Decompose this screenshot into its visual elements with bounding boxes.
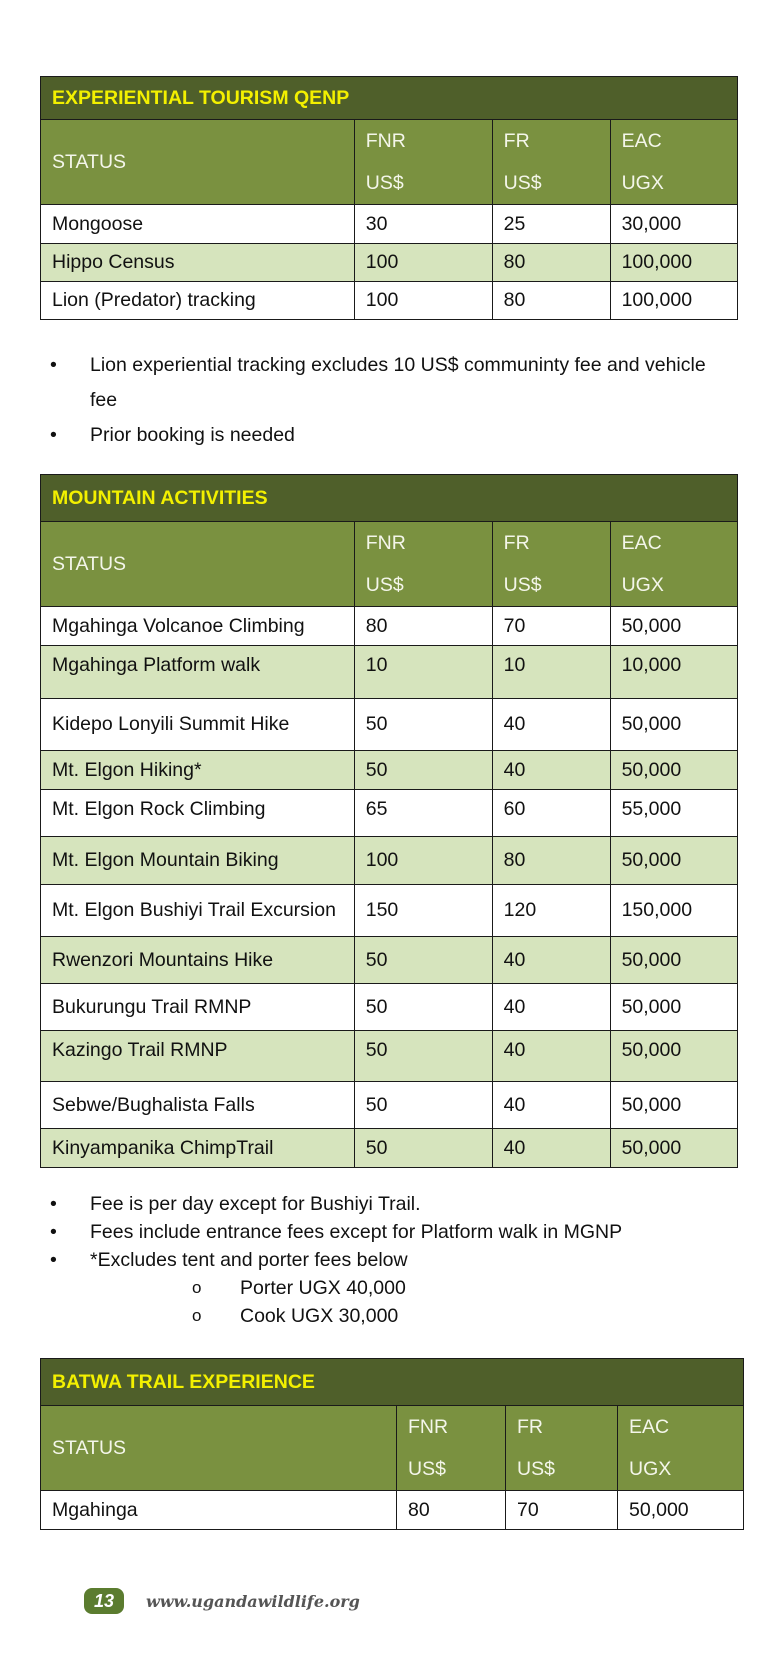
column-header-status: STATUS xyxy=(41,1406,397,1491)
experiential-tourism-table xyxy=(40,76,738,320)
cell-fr: 25 xyxy=(492,205,610,244)
cell-activity: Mgahinga xyxy=(41,1491,397,1530)
column-header-fnr: FNR US$ xyxy=(397,1406,506,1491)
cell-fr: 40 xyxy=(492,937,610,984)
cell-eac: 50,000 xyxy=(610,699,737,751)
column-header-fr: FR US$ xyxy=(506,1406,618,1491)
cell-fr: 80 xyxy=(492,282,610,320)
batwa-trail-section xyxy=(40,1358,743,1530)
cell-eac: 50,000 xyxy=(618,1491,744,1530)
experiential-notes xyxy=(46,348,736,453)
cell-fnr: 50 xyxy=(354,751,492,790)
table-row xyxy=(41,646,738,699)
footer-website: www.ugandawildlife.org xyxy=(146,1591,360,1611)
column-header-fr: FR US$ xyxy=(492,120,610,205)
column-header-status: STATUS xyxy=(41,120,355,205)
batwa-trail-table xyxy=(40,1358,744,1530)
cell-fr: 40 xyxy=(492,1031,610,1082)
note-item: • Lion experiential tracking excludes 10 US$ communinty fee and vehicle fee xyxy=(46,348,736,418)
cell-eac: 100,000 xyxy=(610,282,737,320)
note-item: • Fee is per day except for Bushiyi Trail. xyxy=(46,1190,736,1218)
cell-eac: 50,000 xyxy=(610,607,737,646)
table-row xyxy=(41,837,738,885)
table-title: EXPERIENTIAL TOURISM QENP xyxy=(41,77,738,120)
cell-fnr: 80 xyxy=(397,1491,506,1530)
cell-fr: 70 xyxy=(492,607,610,646)
cell-fnr: 50 xyxy=(354,1129,492,1168)
note-item: • Fees include entrance fees except for Platform walk in MGNP xyxy=(46,1218,736,1246)
table-row xyxy=(41,282,738,320)
cell-activity: Kinyampanika ChimpTrail xyxy=(41,1129,355,1168)
column-header-fr: FR US$ xyxy=(492,522,610,607)
cell-activity: Mt. Elgon Bushiyi Trail Excursion xyxy=(41,885,355,937)
column-header-status: STATUS xyxy=(41,522,355,607)
table-row xyxy=(41,1491,744,1530)
mountain-notes xyxy=(46,1190,736,1274)
cell-fnr: 50 xyxy=(354,1031,492,1082)
cell-activity: Kidepo Lonyili Summit Hike xyxy=(41,699,355,751)
cell-activity: Mt. Elgon Rock Climbing xyxy=(41,790,355,837)
cell-fnr: 30 xyxy=(354,205,492,244)
cell-eac: 50,000 xyxy=(610,837,737,885)
cell-activity: Rwenzori Mountains Hike xyxy=(41,937,355,984)
cell-fnr: 100 xyxy=(354,837,492,885)
subnote-item: o Cook UGX 30,000 xyxy=(188,1302,406,1330)
subnote-item: o Porter UGX 40,000 xyxy=(188,1274,406,1302)
page-footer xyxy=(84,1588,360,1614)
cell-fnr: 80 xyxy=(354,607,492,646)
cell-fr: 40 xyxy=(492,1129,610,1168)
cell-eac: 50,000 xyxy=(610,984,737,1031)
table-row xyxy=(41,790,738,837)
cell-activity: Bukurungu Trail RMNP xyxy=(41,984,355,1031)
cell-activity: Kazingo Trail RMNP xyxy=(41,1031,355,1082)
column-header-eac: EAC UGX xyxy=(610,120,737,205)
column-header-fnr: FNR US$ xyxy=(354,120,492,205)
table-title: BATWA TRAIL EXPERIENCE xyxy=(41,1359,744,1406)
cell-eac: 50,000 xyxy=(610,1129,737,1168)
cell-fnr: 50 xyxy=(354,1082,492,1129)
cell-activity: Mt. Elgon Mountain Biking xyxy=(41,837,355,885)
cell-eac: 30,000 xyxy=(610,205,737,244)
table-row xyxy=(41,244,738,282)
table-row xyxy=(41,1031,738,1082)
cell-activity: Sebwe/Bughalista Falls xyxy=(41,1082,355,1129)
column-header-eac: EAC UGX xyxy=(610,522,737,607)
cell-eac: 50,000 xyxy=(610,1031,737,1082)
cell-eac: 50,000 xyxy=(610,1082,737,1129)
cell-fnr: 100 xyxy=(354,244,492,282)
cell-fnr: 50 xyxy=(354,937,492,984)
cell-eac: 100,000 xyxy=(610,244,737,282)
cell-fr: 120 xyxy=(492,885,610,937)
cell-activity: Mgahinga Platform walk xyxy=(41,646,355,699)
cell-fr: 80 xyxy=(492,837,610,885)
cell-eac: 10,000 xyxy=(610,646,737,699)
table-title: MOUNTAIN ACTIVITIES xyxy=(41,475,738,522)
page-number: 13 xyxy=(84,1588,124,1614)
cell-activity: Mgahinga Volcanoe Climbing xyxy=(41,607,355,646)
cell-fnr: 100 xyxy=(354,282,492,320)
cell-fnr: 65 xyxy=(354,790,492,837)
table-row xyxy=(41,699,738,751)
table-row xyxy=(41,885,738,937)
table-row xyxy=(41,751,738,790)
cell-fr: 80 xyxy=(492,244,610,282)
cell-activity: Mt. Elgon Hiking* xyxy=(41,751,355,790)
mountain-activities-section xyxy=(40,474,738,1168)
cell-fr: 70 xyxy=(506,1491,618,1530)
cell-activity: Mongoose xyxy=(41,205,355,244)
cell-fr: 40 xyxy=(492,699,610,751)
cell-eac: 55,000 xyxy=(610,790,737,837)
cell-fr: 40 xyxy=(492,751,610,790)
table-row xyxy=(41,1082,738,1129)
note-item: • Prior booking is needed xyxy=(46,418,736,453)
cell-fr: 60 xyxy=(492,790,610,837)
note-item: • *Excludes tent and porter fees below xyxy=(46,1246,736,1274)
table-row xyxy=(41,205,738,244)
column-header-eac: EAC UGX xyxy=(618,1406,744,1491)
cell-eac: 50,000 xyxy=(610,937,737,984)
cell-fnr: 150 xyxy=(354,885,492,937)
experiential-tourism-section xyxy=(40,76,738,320)
cell-fr: 10 xyxy=(492,646,610,699)
cell-fnr: 50 xyxy=(354,699,492,751)
cell-fr: 40 xyxy=(492,1082,610,1129)
table-row xyxy=(41,1129,738,1168)
cell-eac: 50,000 xyxy=(610,751,737,790)
table-row xyxy=(41,607,738,646)
cell-activity: Hippo Census xyxy=(41,244,355,282)
cell-fnr: 10 xyxy=(354,646,492,699)
cell-fnr: 50 xyxy=(354,984,492,1031)
mountain-activities-table xyxy=(40,474,738,1168)
table-row xyxy=(41,937,738,984)
cell-eac: 150,000 xyxy=(610,885,737,937)
mountain-subnotes xyxy=(188,1274,406,1330)
cell-fr: 40 xyxy=(492,984,610,1031)
table-row xyxy=(41,984,738,1031)
column-header-fnr: FNR US$ xyxy=(354,522,492,607)
cell-activity: Lion (Predator) tracking xyxy=(41,282,355,320)
